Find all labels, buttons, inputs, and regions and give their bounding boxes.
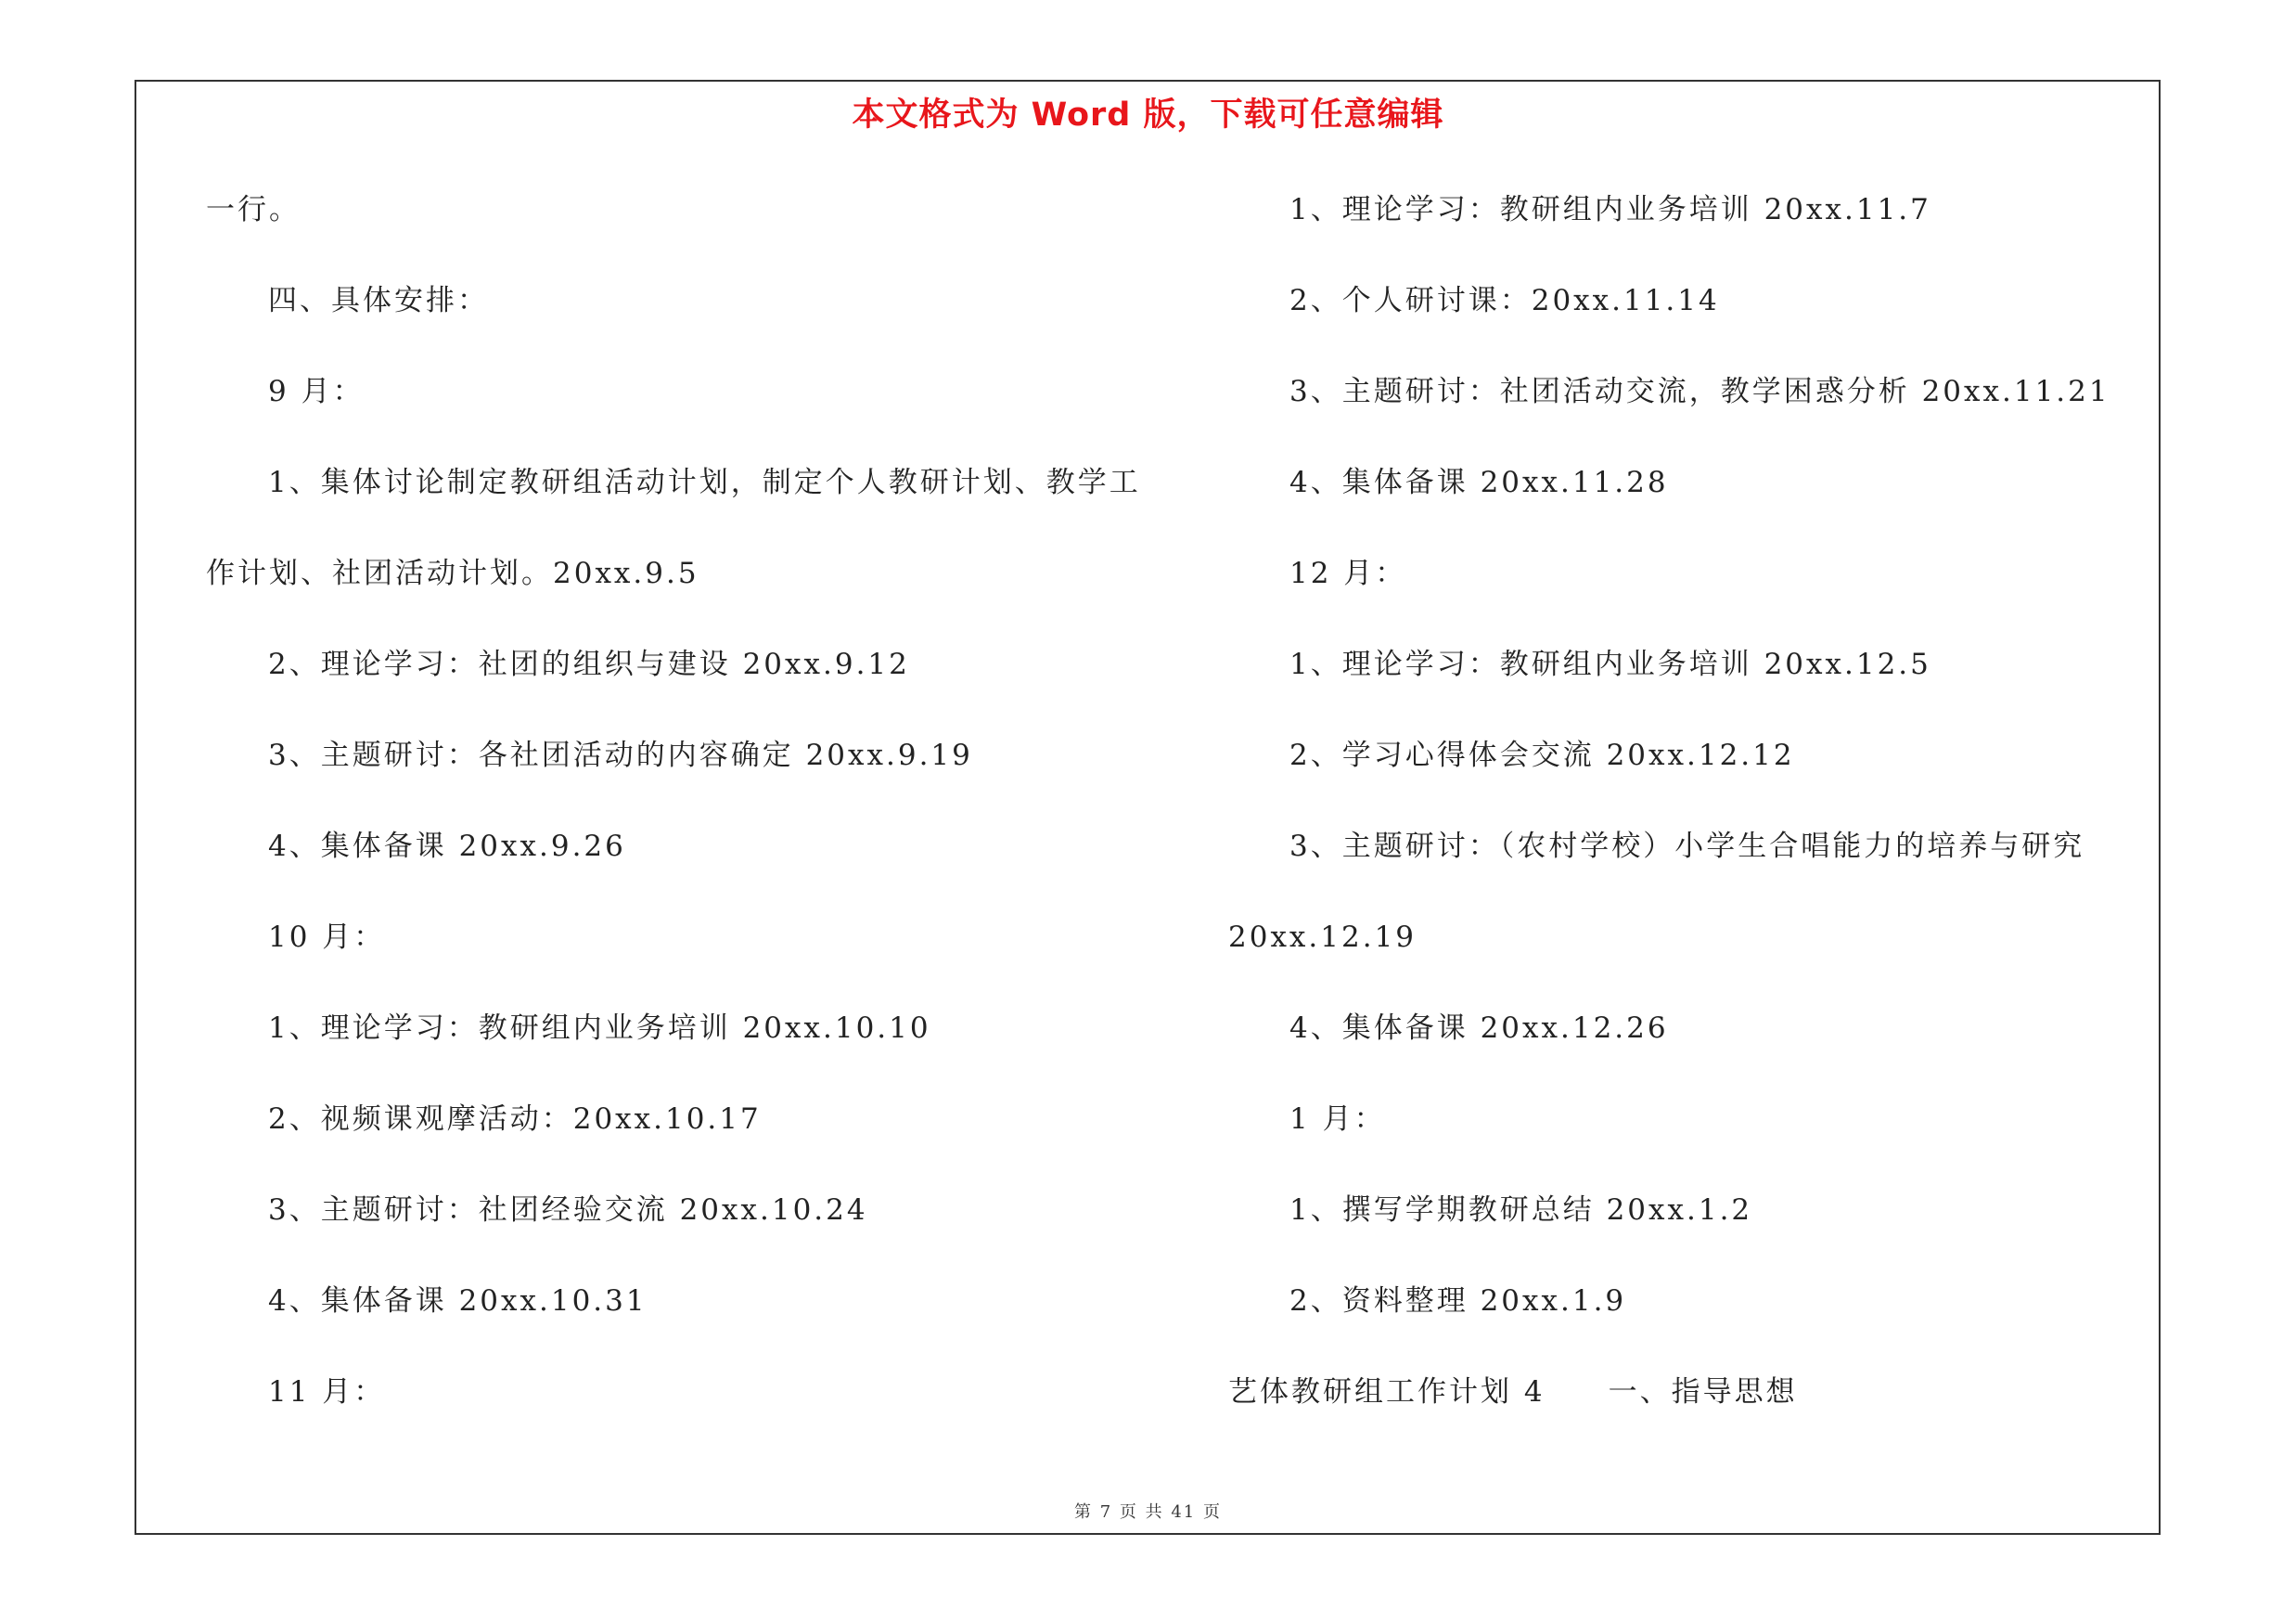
month-heading: 9 月： [268, 375, 365, 408]
text-line: 4、集体备课 20xx.9.26 [268, 830, 626, 863]
text-line: 作计划、社团活动计划。20xx.9.5 [206, 557, 699, 590]
text-line: 4、集体备课 20xx.11.28 [1289, 466, 1669, 499]
month-heading: 10 月： [268, 921, 386, 954]
text-line: 3、主题研讨：（农村学校）小学生合唱能力的培养与研究 [1289, 830, 2085, 863]
text-line: 2、资料整理 20xx.1.9 [1289, 1284, 1627, 1318]
month-heading: 1 月： [1289, 1102, 1386, 1136]
text-line: 20xx.12.19 [1228, 921, 1417, 954]
text-line: 1、理论学习：教研组内业务培训 20xx.12.5 [1289, 648, 1931, 681]
text-line: 2、理论学习：社团的组织与建设 20xx.9.12 [268, 648, 910, 681]
section-title: 艺体教研组工作计划 4 一、指导思想 [1228, 1375, 1798, 1409]
text-line: 4、集体备课 20xx.10.31 [268, 1284, 648, 1318]
text-line: 1、集体讨论制定教研组活动计划，制定个人教研计划、教学工 [268, 466, 1141, 499]
text-line: 一行。 [206, 193, 301, 226]
text-line: 1、理论学习：教研组内业务培训 20xx.10.10 [268, 1011, 931, 1045]
text-line: 2、视频课观摩活动：20xx.10.17 [268, 1102, 762, 1136]
month-heading: 12 月： [1289, 557, 1407, 590]
text-line: 3、主题研讨：各社团活动的内容确定 20xx.9.19 [268, 739, 973, 772]
text-line: 3、主题研讨：社团经验交流 20xx.10.24 [268, 1193, 868, 1227]
header-banner: 本文格式为 Word 版，下载可任意编辑 [852, 97, 1444, 134]
text-line: 4、集体备课 20xx.12.26 [1289, 1011, 1669, 1045]
month-heading: 11 月： [268, 1375, 386, 1409]
section-heading: 四、具体安排： [268, 284, 489, 317]
text-line: 2、个人研讨课：20xx.11.14 [1289, 284, 1720, 317]
text-line: 2、学习心得体会交流 20xx.12.12 [1289, 739, 1795, 772]
text-line: 1、撰写学期教研总结 20xx.1.2 [1289, 1193, 1753, 1227]
page-number-footer: 第 7 页 共 41 页 [1074, 1502, 1222, 1522]
text-line: 3、主题研讨：社团活动交流，教学困惑分析 20xx.11.21 [1289, 375, 2110, 408]
text-line: 1、理论学习：教研组内业务培训 20xx.11.7 [1289, 193, 1931, 226]
